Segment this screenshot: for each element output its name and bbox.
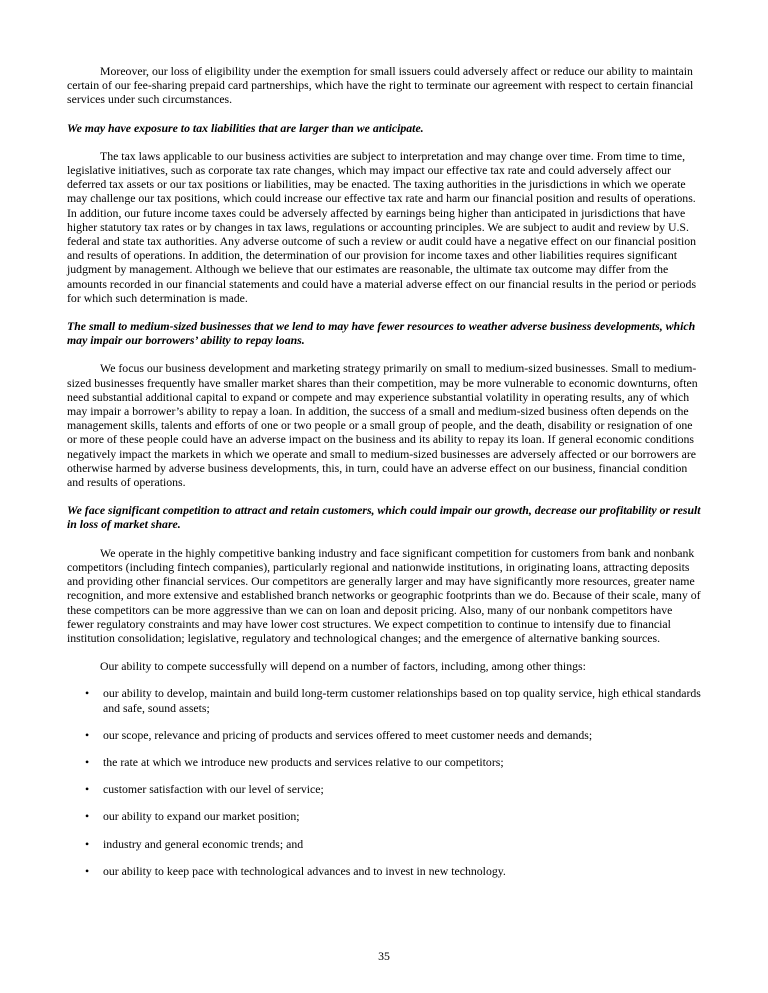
section-heading-competition: We face significant competition to attract and retain customers, which could impair our growth, decrease our profitability or result in loss of market share.	[67, 503, 701, 532]
paragraph-factors-intro: Our ability to compete successfully will depend on a number of factors, including, among other things:	[100, 659, 586, 674]
bullet-icon: •	[85, 863, 90, 878]
bullet-text: our ability to expand our market position;	[103, 809, 300, 824]
list-item	[67, 864, 701, 878]
list-item	[67, 686, 701, 714]
list-item	[67, 809, 701, 823]
list-item	[67, 782, 701, 796]
list-item	[67, 728, 701, 742]
bullet-icon: •	[85, 809, 90, 824]
list-item	[67, 837, 701, 851]
bullet-icon: •	[85, 836, 90, 851]
paragraph-smb: We focus our business development and marketing strategy primarily on small to medium-sized businesses. Small to medium-sized businesses frequently have smaller market shares than their competition, may be more vulnerable to economic downturns, often need substantial additional capital to expand or compete and may experience substantial volatility in operating results, any of which may impair a borrower’s ability to repay a loan. In addition, the success of a small and medium-sized business often depends on the management skills, talents and efforts of one or two people or a small group of people, and the death, disability or resignation of one or more of these people could have an adverse impact on the business and its ability to repay its loan. If general economic conditions negatively impact the markets in which we operate and small to medium-sized businesses are adversely affected or our borrowers are otherwise harmed by adverse business developments, this, in turn, could have an adverse effect on our business, financial condition and results of operations.	[67, 361, 698, 490]
section-heading-tax: We may have exposure to tax liabilities that are larger than we anticipate.	[67, 120, 424, 135]
bullet-text: the rate at which we introduce new products and services relative to our competitors;	[103, 754, 504, 769]
paragraph-tax: The tax laws applicable to our business activities are subject to interpretation and may change over time. From time to time, legislative initiatives, such as corporate tax rate changes, which may impact our effective tax rate and could adversely affect our deferred tax assets or our tax positions or liabilities, may be enacted. The taxing authorities in the jurisdictions in which we operate may challenge our tax positions, which could increase our effective tax rate and harm our financial position and results of operations. In addition, our future income taxes could be adversely affected by earnings being higher than anticipated in jurisdictions that have higher statutory tax rates or by changes in tax laws, regulations or accounting principles. We are subject to audit and review by U.S. federal and state tax authorities. Any adverse outcome of such a review or audit could have a negative effect on our financial position and results of operations. In addition, the determination of our provision for income taxes and other liabilities requires significant judgment by management. Although we believe that our estimates are reasonable, the ultimate tax outcome may differ from the amounts recorded in our financial statements and could have a material adverse effect on our financial results in the period or periods for which such determination is made.	[67, 148, 697, 305]
paragraph-competition: We operate in the highly competitive banking industry and face significant competition for customers from bank and nonbank competitors (including fintech companies), particularly regional and nationwide institutions, in originating loans, attracting deposits and providing other financial services. Our competitors are generally larger and may have significantly more resources, greater name recognition, and more extensive and established branch networks or geographic footprints than we do. Because of their scale, many of these competitors can be more aggressive than we can on loan and deposit pricing. Also, many of our nonbank competitors have fewer regulatory constraints and may have lower cost structures. We expect competition to continue to intensify due to financial institution consolidation; legislative, regulatory and technological changes; and the emergence of alternative banking sources.	[67, 545, 701, 645]
bullet-icon: •	[85, 754, 90, 769]
bullet-text: industry and general economic trends; and	[103, 836, 304, 851]
section-heading-smb: The small to medium-sized businesses that we lend to may have fewer resources to weather adverse business developments, which may impair our borrowers’ ability to repay loans.	[67, 319, 696, 348]
paragraph-intro: Moreover, our loss of eligibility under the exemption for small issuers could adversely affect or reduce our ability to maintain certain of our fee-sharing prepaid card partnerships, which have the right to terminate our agreement with respect to certain financial services under such circumstances.	[67, 64, 694, 107]
bullet-text: our scope, relevance and pricing of products and services offered to meet customer needs and demands;	[103, 727, 593, 742]
bullet-icon: •	[85, 686, 90, 701]
bullet-list	[67, 686, 701, 878]
bullet-icon: •	[85, 782, 90, 797]
bullet-text: our ability to develop, maintain and build long-term customer relationships based on top quality service, high ethical standards and safe, sound assets;	[103, 686, 701, 715]
list-item	[67, 755, 701, 769]
bullet-text: customer satisfaction with our level of service;	[103, 782, 324, 797]
bullet-text: our ability to keep pace with technological advances and to invest in new technology.	[103, 863, 506, 878]
bullet-icon: •	[85, 727, 90, 742]
page-number: 35	[378, 948, 390, 963]
